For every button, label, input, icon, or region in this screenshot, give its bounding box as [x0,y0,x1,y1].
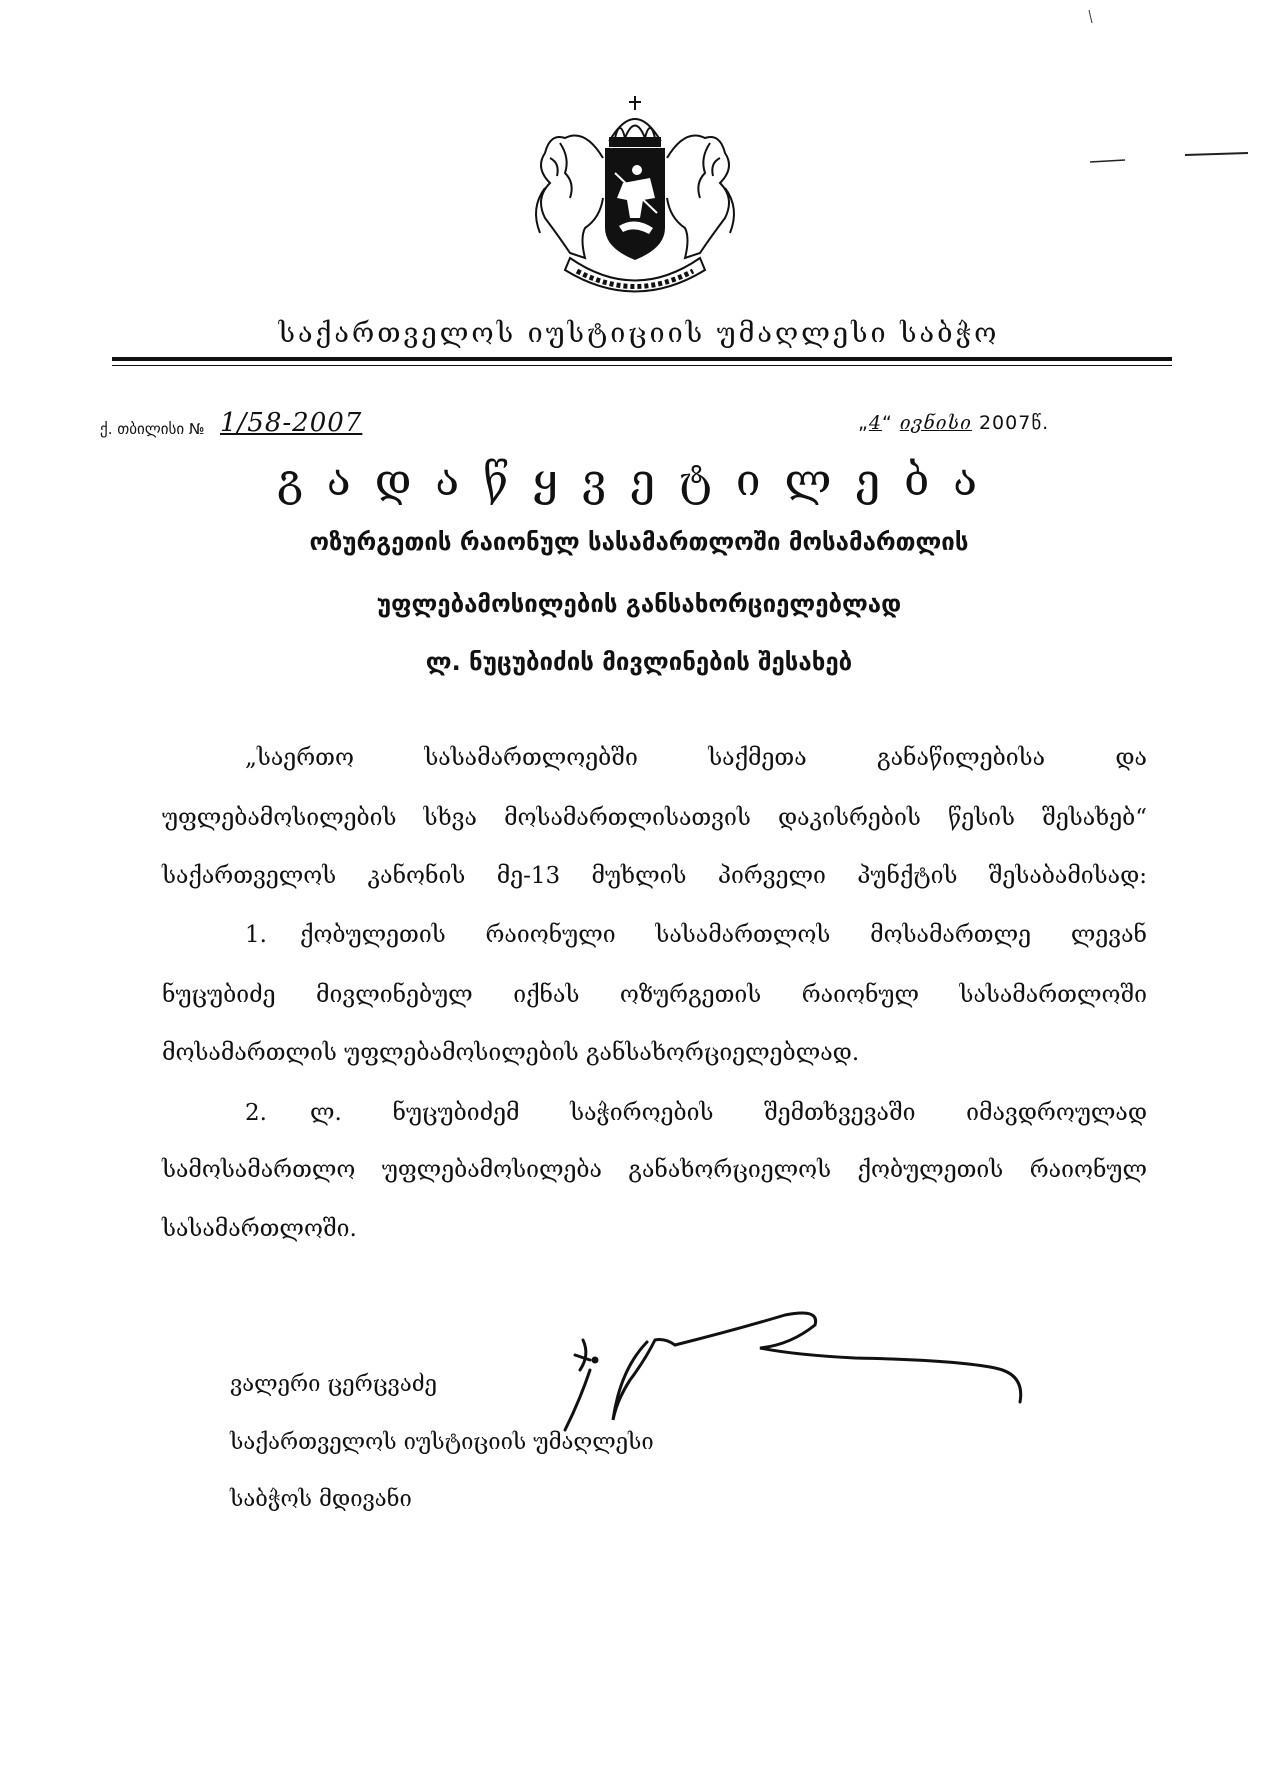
council-name: საქართველოს იუსტიციის უმაღლესი საბჭო [278,318,1000,349]
header-divider [112,357,1172,361]
handwritten-signature [555,1300,1135,1440]
subtitle-line: უფლებამოსილების განსახორციელებლად [376,590,902,618]
lion-right-icon [667,136,734,259]
signatory-position: საბჭოს მდივანი [230,1487,412,1512]
body-line: სასამართლოში. [162,1216,357,1242]
decision-date [858,412,1049,434]
date-year: 2007წ. [978,412,1050,434]
body-line: „საერთო სასამართლოებში საქმეთა განაწილებისა და [245,745,1147,771]
body-line: ნუცუბიძე მივლინებულ იქნას ოზურგეთის რაიონულ სასამართლოში [162,982,1147,1008]
subtitle-line: ლ. ნუცუბიძის მივლინების შესახებ [425,648,853,676]
body-line: მოსამართლის უფლებამოსილების განსახორციელებლად. [162,1040,860,1066]
decision-number: 1/58-2007 [220,408,363,438]
scan-mark [1088,10,1094,24]
signatory-name: ვალერი ცერცვაძე [230,1372,437,1397]
date-quote-close: “ [881,412,893,434]
body-line: ქობულეთის რაიონული სასამართლოს მოსამართლე ლევან [300,922,1147,948]
crown-icon [610,96,660,146]
body-line: საქართველოს კანონის მე-13 მუხლის პირველი პუნქტის შესაბამისად: [162,863,1147,889]
header-divider-thin [112,365,1172,366]
item-number: 1. [245,922,267,948]
body-line: სამოსამართლო უფლებამოსილება განახორციელოს ქობულეთის რაიონულ [162,1157,1147,1183]
coat-of-arms-icon [515,88,755,303]
scan-mark [1090,150,1250,164]
item-number: 2. [245,1100,267,1126]
signatory-position: საქართველოს იუსტიციის უმაღლესი [230,1430,654,1455]
subtitle-line: ოზურგეთის რაიონულ სასამართლოში მოსამართლის [309,528,969,556]
place-label: ქ. თბილისი № [100,420,205,438]
date-quote-open: „ [858,412,869,434]
document-title: გადაწყვეტილება [276,455,1001,506]
body-line: უფლებამოსილების სხვა მოსამართლისათვის დაკისრების წესის შესახებ“ [162,805,1147,831]
lion-left-icon [536,136,603,259]
body-line: ლ. ნუცუბიძემ საჭიროების შემთხვევაში იმავდროულად [310,1100,1147,1126]
date-day: 4 [868,412,882,434]
date-month: ივნისი [899,412,972,434]
